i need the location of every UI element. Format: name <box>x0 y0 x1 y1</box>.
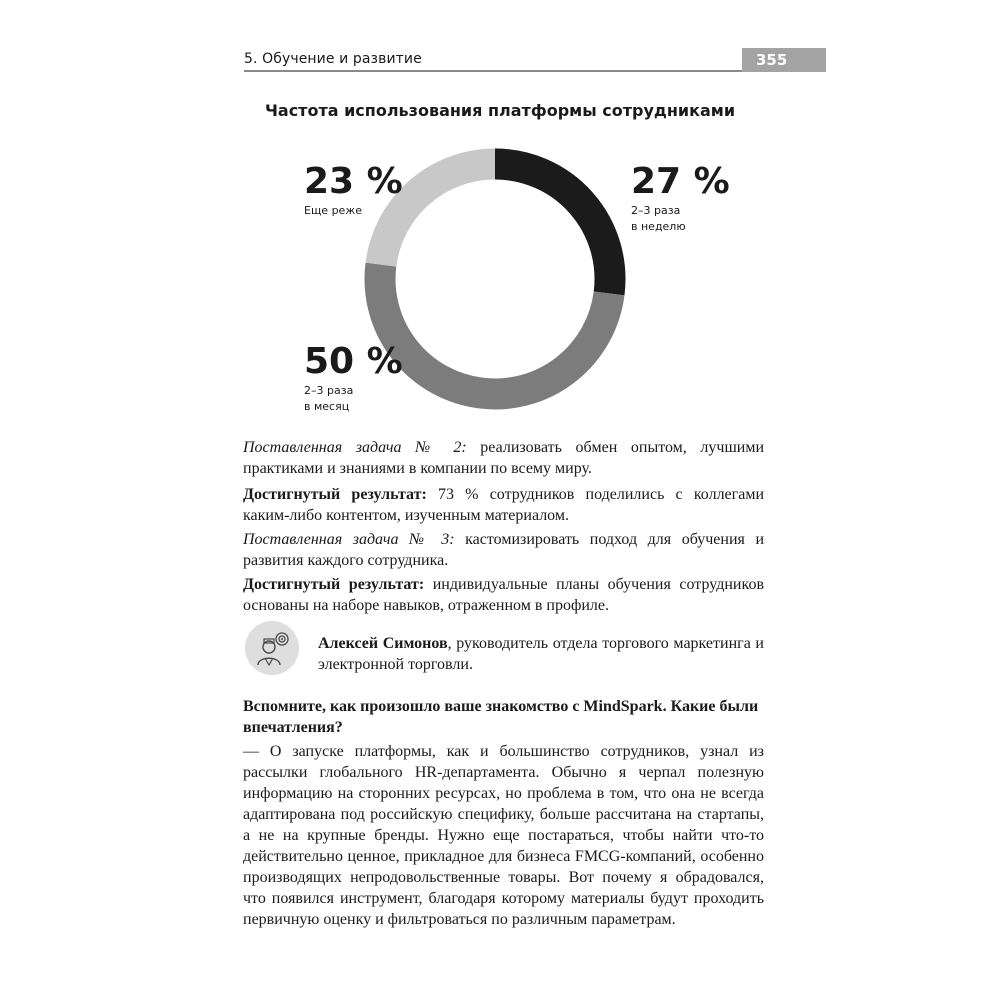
task-2-label: Поставленная задача № 2: <box>243 439 467 456</box>
slice-caption-weekly: 2–3 раза в неделю <box>631 204 686 233</box>
interview-answer: — О запуске платформы, как и большинство сотрудников, узнал из рассылки глобального HR-департамента. Обычно я черпал полезную информацию на сторонних ресурсах, но проблема в том, что она не всегда адаптирована под российскую специфику, больше рассчитана на стартапы, а не на крупные бренды. Нужно еще постараться, чтобы найти что-то действительно ценное, прикладное для бизнеса FMCG-компаний, особенно производящих непродовольственные товары. Вот почему я обрадовался, что появился инструмент, благодаря которому материалы будут проходить первичную оценку и фильтроваться по различным параметрам. <box>243 743 764 928</box>
page-number-box <box>742 48 826 72</box>
result-2-label: Достигнутый результат: <box>243 486 427 503</box>
task-3-text: кастомизировать подход для обучения и развития каждого сотрудника. <box>243 531 764 569</box>
page-number: 355 <box>756 51 788 69</box>
result-2-paragraph <box>243 484 764 526</box>
slice-percent-monthly: 50 % <box>304 341 403 382</box>
slice-caption-monthly: 2–3 раза в месяц <box>304 384 354 413</box>
running-header <box>244 48 826 74</box>
interviewee-paragraph <box>318 633 764 675</box>
slice-label-rarely <box>304 162 403 219</box>
slice-percent-weekly: 27 % <box>631 161 730 202</box>
task-2-text: реализовать обмен опытом, лучшими практиками и знаниями в компании по всему миру. <box>243 439 765 477</box>
task-2-paragraph <box>243 437 764 479</box>
slice-percent-rarely: 23 % <box>304 161 403 202</box>
person-with-target-icon <box>244 620 300 676</box>
slice-label-monthly <box>304 342 403 415</box>
interview-question: Вспомните, как произошло ваше знакомство с MindSpark. Какие были впечатления? <box>243 698 759 736</box>
result-2-text: 73 % сотрудников поделились с коллегами каким-либо контентом, изученным материалом. <box>243 486 765 524</box>
task-3-label: Поставленная задача № 3: <box>243 531 455 548</box>
header-rule <box>244 70 742 72</box>
slice-label-weekly <box>631 162 730 235</box>
chart-title: Частота использования платформы сотрудниками <box>264 101 736 120</box>
section-title: 5. Обучение и развитие <box>244 51 422 67</box>
slice-caption-rarely: Еще реже <box>304 204 363 217</box>
result-3-text: индивидуальные планы обучения сотрудников основаны на наборе навыков, отраженном в профиле. <box>243 576 765 614</box>
interviewee-role: , руководитель отдела торгового маркетинга и электронной торговли. <box>318 635 764 673</box>
result-3-label: Достигнутый результат: <box>243 576 425 593</box>
result-3-paragraph <box>243 574 764 616</box>
interviewee-name: Алексей Симонов <box>318 635 448 652</box>
donut-slice-monthly <box>380 265 609 394</box>
donut-slice-weekly <box>495 164 610 293</box>
task-3-paragraph <box>243 529 764 571</box>
